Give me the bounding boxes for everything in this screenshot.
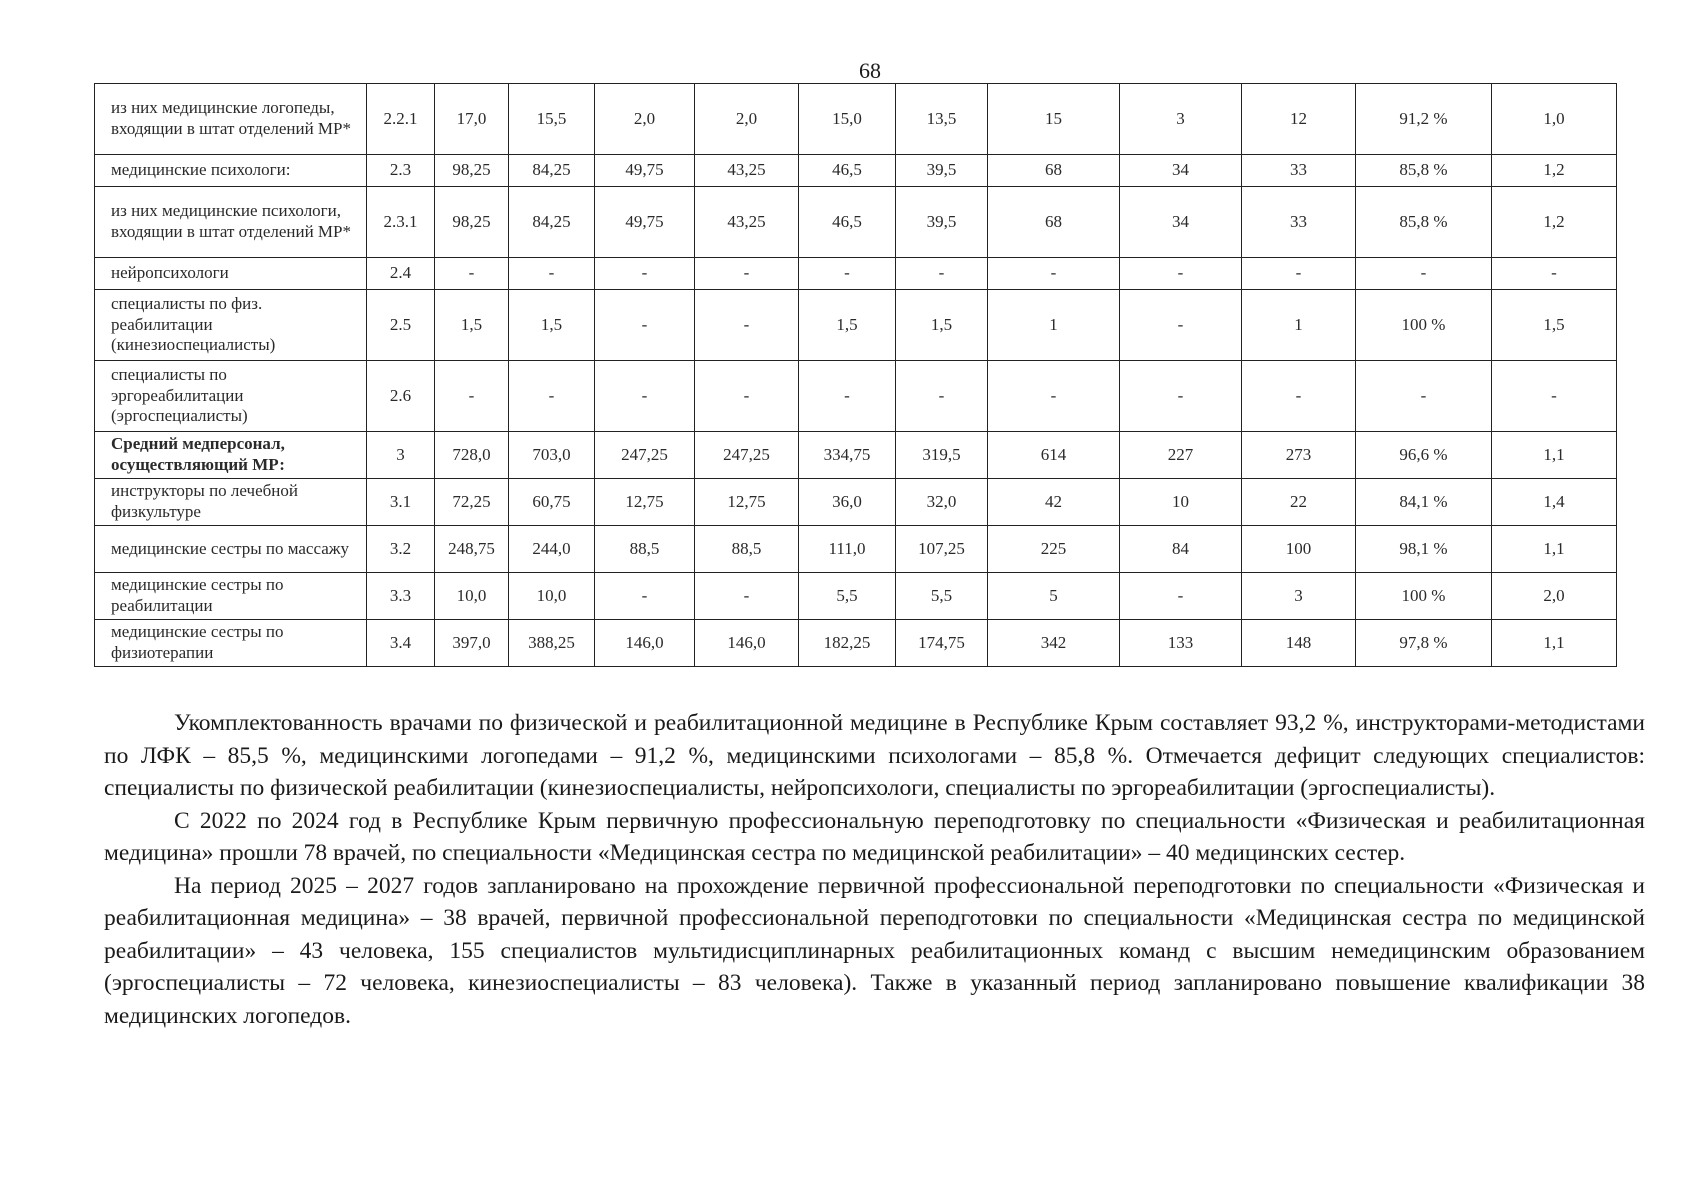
table-row xyxy=(95,573,1617,620)
staffing-table xyxy=(94,83,1617,667)
table-cell: 5,5 xyxy=(896,573,988,620)
table-cell: 3 xyxy=(1242,573,1356,620)
table-cell: 10,0 xyxy=(509,573,595,620)
table-cell: 388,25 xyxy=(509,620,595,667)
row-label: медицинские психологи: xyxy=(95,155,367,187)
table-cell: 728,0 xyxy=(435,432,509,479)
row-code: 3.2 xyxy=(367,526,435,573)
table-cell: 49,75 xyxy=(595,155,695,187)
table-cell: 36,0 xyxy=(799,479,896,526)
table-cell: 334,75 xyxy=(799,432,896,479)
table-cell: 12,75 xyxy=(695,479,799,526)
table-cell: 107,25 xyxy=(896,526,988,573)
table-cell: 319,5 xyxy=(896,432,988,479)
table-cell: 15 xyxy=(988,84,1120,155)
paragraph: С 2022 по 2024 год в Республике Крым первичную профессиональную переподготовку по специальности «Физическая и реабилитационная медицина» прошли 78 врачей, по специальности «Медицинская сестра по медицинской реабилитации» – 40 медицинских сестер. xyxy=(104,807,1645,866)
table-cell: 133 xyxy=(1120,620,1242,667)
table-cell: 1,5 xyxy=(1492,290,1617,361)
table-cell: 46,5 xyxy=(799,155,896,187)
row-code: 2.2.1 xyxy=(367,84,435,155)
table-cell: 2,0 xyxy=(595,84,695,155)
table-cell: 1 xyxy=(1242,290,1356,361)
table-cell: 148 xyxy=(1242,620,1356,667)
table-cell: 182,25 xyxy=(799,620,896,667)
table-cell: 247,25 xyxy=(695,432,799,479)
table-cell: 1,5 xyxy=(509,290,595,361)
table-cell: 227 xyxy=(1120,432,1242,479)
table-row xyxy=(95,361,1617,432)
table-cell: - xyxy=(988,258,1120,290)
body-text xyxy=(104,707,1645,1032)
row-code: 2.6 xyxy=(367,361,435,432)
table-cell: 3 xyxy=(1120,84,1242,155)
table-cell: - xyxy=(1120,290,1242,361)
table-cell: 10,0 xyxy=(435,573,509,620)
table-cell: 15,0 xyxy=(799,84,896,155)
table-cell: 5,5 xyxy=(799,573,896,620)
row-code: 3.1 xyxy=(367,479,435,526)
table-cell: 84,1 % xyxy=(1356,479,1492,526)
table-cell: 248,75 xyxy=(435,526,509,573)
table-cell: 88,5 xyxy=(695,526,799,573)
row-label: из них медицинские психологи, входящии в штат отделений МР* xyxy=(95,187,367,258)
table-cell: 146,0 xyxy=(595,620,695,667)
table-cell: 84,25 xyxy=(509,155,595,187)
table-cell: 34 xyxy=(1120,187,1242,258)
table-cell: 146,0 xyxy=(695,620,799,667)
table-cell: 39,5 xyxy=(896,187,988,258)
table-cell: - xyxy=(695,573,799,620)
table-cell: 397,0 xyxy=(435,620,509,667)
table-cell: 247,25 xyxy=(595,432,695,479)
table-cell: 60,75 xyxy=(509,479,595,526)
table-cell: - xyxy=(1356,361,1492,432)
row-code: 2.5 xyxy=(367,290,435,361)
table-cell: - xyxy=(896,258,988,290)
table-cell: - xyxy=(1356,258,1492,290)
table-cell: 98,25 xyxy=(435,187,509,258)
table-cell: - xyxy=(1242,361,1356,432)
table-row xyxy=(95,84,1617,155)
table-cell: 2,0 xyxy=(1492,573,1617,620)
table-cell: 98,1 % xyxy=(1356,526,1492,573)
table-row xyxy=(95,258,1617,290)
row-label: специалисты по физ. реабилитации (кинезиоспециалисты) xyxy=(95,290,367,361)
table-cell: - xyxy=(595,361,695,432)
table-cell: - xyxy=(695,258,799,290)
table-cell: 39,5 xyxy=(896,155,988,187)
table-cell: - xyxy=(435,258,509,290)
table-cell: 1,5 xyxy=(435,290,509,361)
table-cell: 84 xyxy=(1120,526,1242,573)
table-cell: 100 % xyxy=(1356,290,1492,361)
table-cell: 43,25 xyxy=(695,155,799,187)
table-cell: 100 xyxy=(1242,526,1356,573)
table-cell: - xyxy=(509,361,595,432)
table-cell: 1,5 xyxy=(799,290,896,361)
table-cell: 49,75 xyxy=(595,187,695,258)
table-cell: 85,8 % xyxy=(1356,155,1492,187)
row-code: 2.3.1 xyxy=(367,187,435,258)
table-cell: - xyxy=(695,290,799,361)
table-row xyxy=(95,155,1617,187)
table-cell: - xyxy=(1492,361,1617,432)
table-cell: - xyxy=(896,361,988,432)
table-cell: 1,4 xyxy=(1492,479,1617,526)
table-cell: 88,5 xyxy=(595,526,695,573)
table-cell: 1,1 xyxy=(1492,526,1617,573)
table-cell: - xyxy=(988,361,1120,432)
table-cell: 1 xyxy=(988,290,1120,361)
row-label: медицинские сестры по физиотерапии xyxy=(95,620,367,667)
table-cell: 244,0 xyxy=(509,526,595,573)
table-cell: - xyxy=(595,290,695,361)
table-cell: 85,8 % xyxy=(1356,187,1492,258)
table-cell: 703,0 xyxy=(509,432,595,479)
table-row xyxy=(95,187,1617,258)
table-cell: 111,0 xyxy=(799,526,896,573)
table-cell: 10 xyxy=(1120,479,1242,526)
table-cell: 33 xyxy=(1242,187,1356,258)
table-cell: 1,2 xyxy=(1492,155,1617,187)
table-cell: 12 xyxy=(1242,84,1356,155)
row-label: специалисты по эргореабилитации (эргоспециалисты) xyxy=(95,361,367,432)
table-cell: 225 xyxy=(988,526,1120,573)
table-cell: 72,25 xyxy=(435,479,509,526)
table-cell: - xyxy=(435,361,509,432)
table-cell: 33 xyxy=(1242,155,1356,187)
table-cell: - xyxy=(695,361,799,432)
row-code: 2.3 xyxy=(367,155,435,187)
table-cell: - xyxy=(509,258,595,290)
table-cell: 91,2 % xyxy=(1356,84,1492,155)
table-cell: 342 xyxy=(988,620,1120,667)
row-code: 3.4 xyxy=(367,620,435,667)
row-label: нейропсихологи xyxy=(95,258,367,290)
table-cell: 22 xyxy=(1242,479,1356,526)
table-cell: 46,5 xyxy=(799,187,896,258)
table-row xyxy=(95,290,1617,361)
table-cell: - xyxy=(799,361,896,432)
table-cell: 84,25 xyxy=(509,187,595,258)
table-cell: 34 xyxy=(1120,155,1242,187)
table-cell: 1,5 xyxy=(896,290,988,361)
row-label: инструкторы по лечебной физкультуре xyxy=(95,479,367,526)
table-cell: - xyxy=(1120,258,1242,290)
table-cell: 13,5 xyxy=(896,84,988,155)
table-cell: 614 xyxy=(988,432,1120,479)
table-cell: 43,25 xyxy=(695,187,799,258)
table-row xyxy=(95,620,1617,667)
table-row xyxy=(95,479,1617,526)
table-cell: 17,0 xyxy=(435,84,509,155)
table-cell: 15,5 xyxy=(509,84,595,155)
page-number: 68 xyxy=(859,58,881,83)
table-cell: 98,25 xyxy=(435,155,509,187)
row-code: 2.4 xyxy=(367,258,435,290)
table-cell: 2,0 xyxy=(695,84,799,155)
table-cell: 100 % xyxy=(1356,573,1492,620)
table-cell: 68 xyxy=(988,187,1120,258)
paragraph: На период 2025 – 2027 годов запланировано на прохождение первичной профессиональной переподготовки по специальности «Физическая и реабилитационная медицина» – 38 врачей, первичной профессиональной переподготовки по специальности «Медицинская сестра по медицинской реабилитации» – 43 человека, 155 специалистов мультидисциплинарных реабилитационных команд с высшим немедицинским образованием (эргоспециалисты – 72 человека, кинезиоспециалисты – 83 человека). Также в указанный период запланировано повышение квалификации 38 медицинских логопедов. xyxy=(104,872,1645,1029)
table-cell: 174,75 xyxy=(896,620,988,667)
table-cell: 12,75 xyxy=(595,479,695,526)
table-cell: - xyxy=(595,573,695,620)
table-cell: - xyxy=(1120,573,1242,620)
table-row xyxy=(95,432,1617,479)
table-cell: 96,6 % xyxy=(1356,432,1492,479)
row-label: медицинские сестры по массажу xyxy=(95,526,367,573)
table-cell: 1,1 xyxy=(1492,432,1617,479)
table-cell: 1,0 xyxy=(1492,84,1617,155)
table-cell: - xyxy=(1492,258,1617,290)
table-cell: 273 xyxy=(1242,432,1356,479)
table-cell: - xyxy=(1120,361,1242,432)
row-label: из них медицинские логопеды, входящии в штат отделений МР* xyxy=(95,84,367,155)
table-cell: - xyxy=(1242,258,1356,290)
row-label: Средний медперсонал, осуществляющий МР: xyxy=(95,432,367,479)
table-cell: 1,2 xyxy=(1492,187,1617,258)
paragraph: Укомплектованность врачами по физической и реабилитационной медицине в Республике Крым составляет 93,2 %, инструкторами-методистами по ЛФК – 85,5 %, медицинскими логопедами – 91,2 %, медицинскими психологами – 85,8 %. Отмечается дефицит следующих специалистов: специалисты по физической реабилитации (кинезиоспециалисты, нейропсихологи, специалисты по эргореабилитации (эргоспециалисты). xyxy=(104,710,1645,801)
row-code: 3.3 xyxy=(367,573,435,620)
table-cell: 42 xyxy=(988,479,1120,526)
table-cell: 97,8 % xyxy=(1356,620,1492,667)
table-cell: - xyxy=(799,258,896,290)
row-code: 3 xyxy=(367,432,435,479)
table-cell: 5 xyxy=(988,573,1120,620)
table-cell: - xyxy=(595,258,695,290)
table-cell: 32,0 xyxy=(896,479,988,526)
row-label: медицинские сестры по реабилитации xyxy=(95,573,367,620)
table-cell: 68 xyxy=(988,155,1120,187)
table-row xyxy=(95,526,1617,573)
table-cell: 1,1 xyxy=(1492,620,1617,667)
